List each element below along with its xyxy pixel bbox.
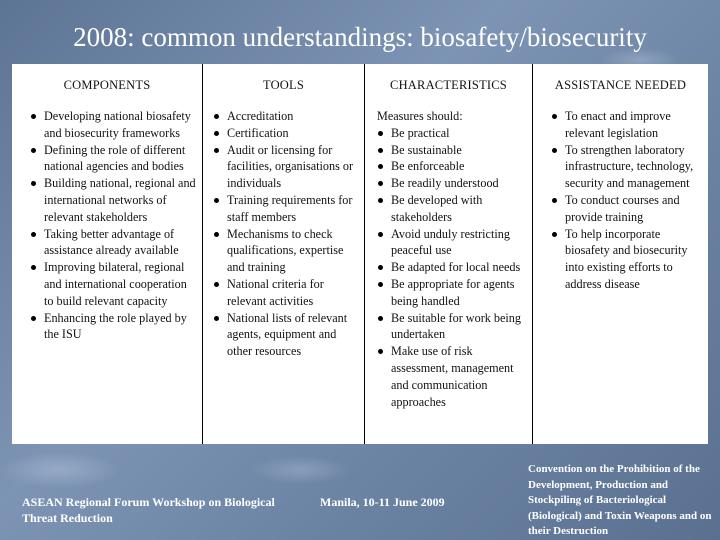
assistance-column bbox=[532, 64, 708, 444]
list-item: Be sustainable bbox=[377, 142, 530, 159]
list-item: Mechanisms to check qualifications, expertise and training bbox=[213, 226, 362, 276]
list-item: Be adapted for local needs bbox=[377, 259, 530, 276]
components-list bbox=[30, 108, 198, 343]
list-item: Certification bbox=[213, 125, 362, 142]
components-header: COMPONENTS bbox=[63, 78, 151, 92]
characteristics-list bbox=[377, 125, 530, 411]
components-column bbox=[12, 64, 202, 444]
list-item: Make use of risk assessment, management and communication approaches bbox=[377, 343, 530, 410]
characteristics-column bbox=[364, 64, 532, 444]
list-item: Be readily understood bbox=[377, 175, 530, 192]
event-location-date: Manila, 10-11 June 2009 bbox=[320, 495, 445, 509]
list-item: To enact and improve relevant legislation bbox=[551, 108, 702, 142]
list-item: Enhancing the role played by the ISU bbox=[30, 310, 198, 344]
list-item: To conduct courses and provide training bbox=[551, 192, 702, 226]
list-item: To help incorporate biosafety and biosecurity into existing efforts to address disease bbox=[551, 226, 702, 293]
list-item: Defining the role of different national agencies and bodies bbox=[30, 142, 198, 176]
event-name: ASEAN Regional Forum Workshop on Biological Threat Reduction bbox=[22, 495, 275, 525]
list-item: To strengthen laboratory infrastructure, technology, security and management bbox=[551, 142, 702, 192]
list-item: Taking better advantage of assistance already available bbox=[30, 226, 198, 260]
understandings-table bbox=[12, 64, 708, 444]
list-item: Be enforceable bbox=[377, 158, 530, 175]
list-item: Be appropriate for agents being handled bbox=[377, 276, 530, 310]
list-item: National lists of relevant agents, equipment and other resources bbox=[213, 310, 362, 360]
list-item: Accreditation bbox=[213, 108, 362, 125]
tools-list bbox=[213, 108, 362, 360]
list-item: Avoid unduly restricting peaceful use bbox=[377, 226, 530, 260]
tools-column bbox=[202, 64, 364, 444]
slide-title: 2008: common understandings: biosafety/biosecurity bbox=[73, 22, 647, 52]
convention-name: Convention on the Prohibition of the Development, Production and Stockpiling of Bacteriological (Biological) and Toxin Weapons and on their Destruction bbox=[528, 463, 712, 537]
list-item: National criteria for relevant activities bbox=[213, 276, 362, 310]
list-item: Improving bilateral, regional and international cooperation to build relevant capacity bbox=[30, 259, 198, 309]
characteristics-header: CHARACTERISTICS bbox=[390, 78, 507, 92]
list-item: Audit or licensing for facilities, organisations or individuals bbox=[213, 142, 362, 192]
tools-header: TOOLS bbox=[262, 78, 305, 92]
list-item: Building national, regional and international networks of relevant stakeholders bbox=[30, 175, 198, 225]
list-item: Be developed with stakeholders bbox=[377, 192, 530, 226]
list-item: Developing national biosafety and biosecurity frameworks bbox=[30, 108, 198, 142]
list-item: Be practical bbox=[377, 125, 530, 142]
list-item: Training requirements for staff members bbox=[213, 192, 362, 226]
assistance-list bbox=[551, 108, 702, 293]
characteristics-intro: Measures should: bbox=[377, 109, 463, 123]
list-item: Be suitable for work being undertaken bbox=[377, 310, 530, 344]
assistance-header: ASSISTANCE NEEDED bbox=[554, 78, 687, 92]
